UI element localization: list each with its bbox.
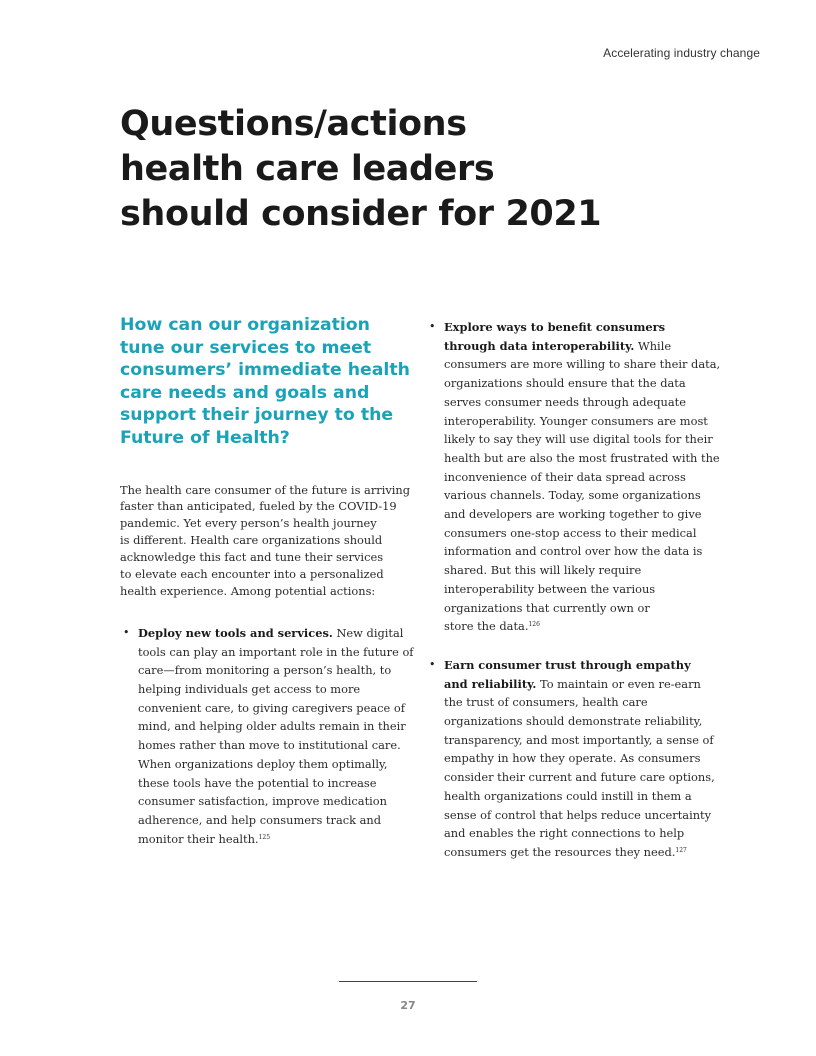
question-line: How can our organization — [120, 315, 370, 335]
section-label: Accelerating industry change — [603, 46, 760, 60]
left-column — [120, 314, 414, 868]
bullet-line: interoperability between the various — [444, 581, 656, 596]
bullet-line — [138, 830, 388, 849]
footer-divider — [339, 981, 477, 982]
footnote-ref: 125 — [258, 833, 271, 841]
intro-paragraph — [120, 482, 411, 600]
bullet-line: consumer satisfaction, improve medication — [138, 794, 388, 809]
question-line: Future of Health? — [120, 427, 290, 448]
action-list — [120, 624, 414, 848]
intro-line: is different. Health care organizations should — [120, 533, 383, 548]
intro-line: health experience. Among potential actions: — [120, 584, 376, 598]
bullet-line: and enables the right connections to help — [444, 826, 685, 841]
question-line: support their journey to the — [120, 405, 394, 426]
bullet-text: consumers get the resources they need. — [444, 844, 676, 859]
bullet-line — [444, 656, 702, 675]
footnote-ref: 126 — [528, 621, 540, 629]
bullet-line: homes rather than move to institutional care. — [138, 738, 401, 753]
bullet-deploy-tools — [120, 624, 414, 848]
bullet-heading: Earn consumer trust through empathy — [444, 657, 691, 672]
bullet-line: organizations should demonstrate reliability, — [444, 714, 703, 729]
bullet-heading: through data interoperability. — [444, 338, 635, 353]
bullet-line: adherence, and help consumers track and — [138, 812, 382, 827]
bullet-line: consumers are more willing to share their data, — [444, 357, 721, 372]
bullet-text: monitor their health. — [138, 831, 259, 846]
bullet-line: health but are also the most frustrated with the — [444, 450, 720, 465]
intro-line: acknowledge this fact and tune their services — [120, 550, 384, 565]
question-line: consumers’ immediate health — [120, 360, 410, 381]
bullet-line: interoperability. Younger consumers are most — [444, 413, 708, 428]
bullet-line: consumers one-stop access to their medical — [444, 525, 697, 540]
bullet-line: serves consumer needs through adequate — [444, 394, 686, 409]
bullet-data-interoperability — [426, 318, 721, 636]
bullet-heading: Deploy new tools and services. — [138, 625, 333, 640]
action-list — [426, 318, 721, 862]
bullet-line — [444, 337, 702, 356]
intro-line: faster than anticipated, fueled by the COVID-19 — [120, 499, 397, 514]
footnote-ref: 127 — [675, 846, 687, 854]
intro-line: pandemic. Yet every person’s health journey — [120, 516, 377, 531]
bullet-line — [444, 675, 702, 694]
bullet-line: When organizations deploy them optimally, — [138, 756, 388, 771]
bullet-line: empathy in how they operate. As consumers — [444, 751, 701, 766]
bullet-line: likely to say they will use digital tools for their — [444, 432, 713, 447]
title-line: Questions/actions — [120, 104, 467, 144]
bullet-line: inconvenience of their data spread across — [444, 469, 686, 484]
bullet-line: tools can play an important role in the future of — [138, 644, 414, 659]
bullet-line — [444, 617, 702, 636]
bullet-line: consider their current and future care options, — [444, 770, 715, 785]
bullet-line: organizations that currently own or — [444, 600, 650, 615]
title-line: should consider for 2021 — [120, 194, 602, 234]
bullet-line: the trust of consumers, health care — [444, 695, 648, 710]
bullet-line: sense of control that helps reduce uncertainty — [444, 807, 712, 822]
bullet-line: shared. But this will likely require — [444, 563, 642, 578]
right-column — [426, 318, 721, 882]
bullet-line: and developers are working together to give — [444, 507, 702, 522]
intro-line: The health care consumer of the future is arriving — [120, 482, 411, 497]
bullet-text: store the data. — [444, 619, 529, 634]
bullet-line: care—from monitoring a person’s health, to — [138, 663, 392, 678]
bullet-line — [444, 843, 702, 862]
bullet-line — [444, 318, 702, 337]
bullet-consumer-trust — [426, 656, 715, 862]
page-number: 27 — [400, 999, 416, 1012]
bullet-line — [138, 624, 404, 643]
bullet-heading: Explore ways to benefit consumers — [444, 320, 666, 334]
bullet-text: New digital — [332, 625, 404, 640]
bullet-dot-icon: • — [429, 657, 436, 671]
bullet-line: convenient care, to giving caregivers peace of — [138, 700, 405, 715]
question-line: tune our services to meet — [120, 337, 372, 358]
bullet-heading: and reliability. — [444, 676, 537, 691]
intro-line: to elevate each encounter into a personalized — [120, 567, 384, 582]
bullet-line: information and control over how the data is — [444, 544, 703, 559]
bullet-line: various channels. Today, some organizations — [444, 488, 701, 503]
bullet-text: While — [634, 338, 672, 353]
bullet-dot-icon: • — [429, 320, 436, 333]
bullet-line: mind, and helping older adults remain in their — [138, 719, 406, 734]
page-title — [120, 102, 720, 237]
question-line: care needs and goals and — [120, 382, 370, 403]
bullet-line: transparency, and most importantly, a sense of — [444, 732, 714, 747]
title-line: health care leaders — [120, 149, 495, 189]
bullet-line: these tools have the potential to increase — [138, 775, 377, 790]
bullet-text: To maintain or even re-earn — [536, 676, 701, 691]
bullet-line: helping individuals get access to more — [138, 682, 361, 697]
question-heading — [120, 314, 410, 450]
bullet-line: health organizations could instill in them a — [444, 788, 692, 803]
bullet-dot-icon: • — [123, 625, 130, 639]
bullet-line: organizations should ensure that the data — [444, 376, 686, 391]
